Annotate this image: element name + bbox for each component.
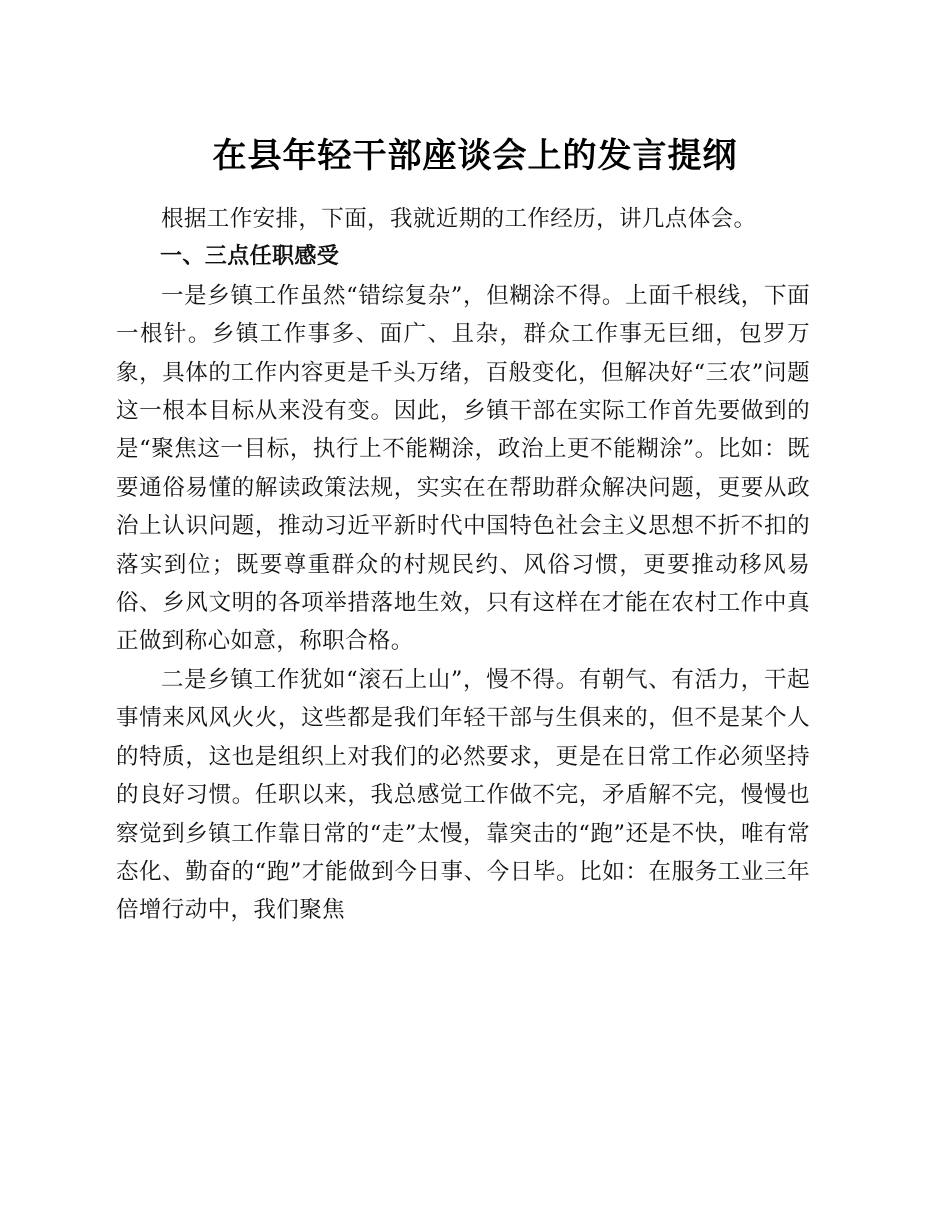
paragraph-2: 二是乡镇工作犹如“滚石上山”，慢不得。有朝气、有活力，干起事情来风风火火，这些都是我们年轻干部与生俱来的，但不是某个人的特质，这也是组织上对我们的必然要求，更是在日常工作必须坚持的良好习惯。任职以来，我总感觉工作做不完，矛盾解不完，慢慢也察觉到乡镇工作靠日常的“走”太慢，靠突击的“跑”还是不快，唯有常态化、勤奋的“跑”才能做到今日事、今日毕。比如：在服务工业三年倍增行动中，我们聚焦 [116, 666, 810, 924]
document-body [116, 200, 810, 930]
paragraph-1: 一是乡镇工作虽然“错综复杂”，但糊涂不得。上面千根线，下面一根针。乡镇工作事多、面广、且杂，群众工作事无巨细，包罗万象，具体的工作内容更是千头万绪，百般变化，但解决好“三农”问题这一根本目标从来没有变。因此，乡镇干部在实际工作首先要做到的是“聚焦这一目标，执行上不能糊涂，政治上更不能糊涂”。比如：既要通俗易懂的解读政策法规，实实在在帮助群众解决问题，更要从政治上认识问题，推动习近平新时代中国特色社会主义思想不折不扣的落实到位；既要尊重群众的村规民约、风俗习惯，更要推动移风易俗、乡风文明的各项举措落地生效，只有这样在才能在农村工作中真正做到称心如意，称职合格。 [116, 282, 810, 655]
section-heading: 一、三点任职感受 [160, 244, 340, 270]
intro-paragraph: 根据工作安排，下面，我就近期的工作经历，讲几点体会。 [161, 206, 757, 232]
document-title: 在县年轻干部座谈会上的发言提纲 [212, 136, 738, 176]
